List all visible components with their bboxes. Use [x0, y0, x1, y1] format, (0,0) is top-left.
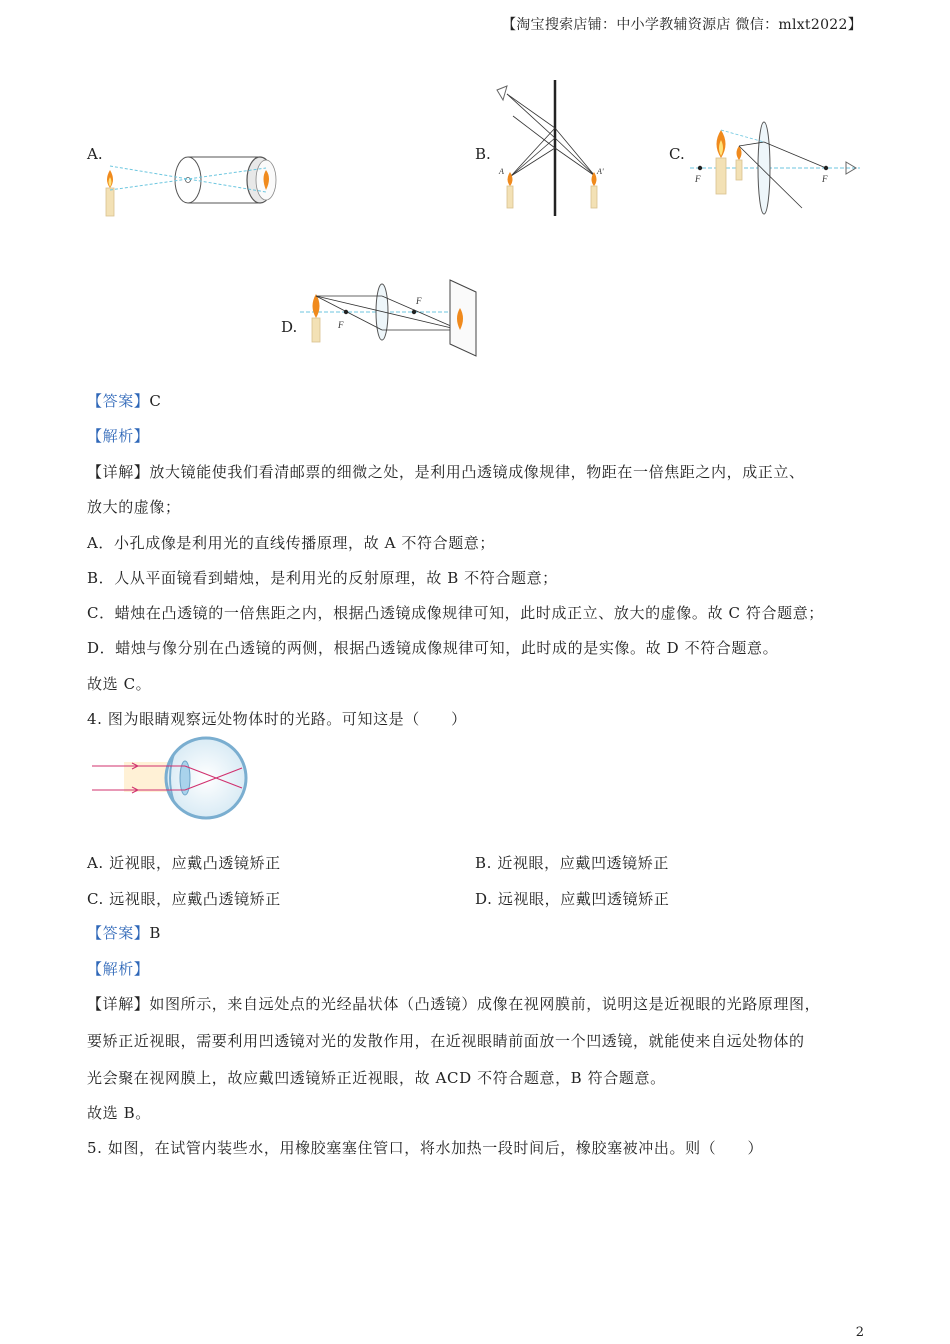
q3-detail-line-2: 放大的虚像；: [87, 498, 181, 516]
option-a-label: A.: [87, 145, 103, 163]
answer-value: B: [149, 924, 162, 942]
option-b-label: B.: [475, 145, 491, 163]
option-d-label: D.: [281, 318, 298, 336]
q3-conclusion: 故选 C。: [87, 675, 152, 693]
q3-answer: [87, 390, 161, 411]
q3-option-d-explanation: D．蜡烛与像分别在凸透镜的两侧，根据凸透镜成像规律可知，此时成的是实像。故 D 不符合题意。: [87, 639, 779, 657]
q4-choice-c: C. 远视眼，应戴凸透镜矫正: [87, 890, 281, 908]
figure-pinhole-camera: [100, 150, 285, 220]
focus-left-label: F: [695, 174, 701, 184]
q3-detail-line-1: [87, 461, 805, 482]
figure-projector: [300, 278, 480, 360]
focus-right-label: F: [822, 174, 828, 184]
detail-text: 放大镜能使我们看清邮票的细微之处，是利用凸透镜成像规律，物距在一倍焦距之内，成正立、: [149, 463, 805, 481]
answer-value: C: [149, 392, 162, 410]
detail-text: 如图所示，来自远处点的光经晶状体（凸透镜）成像在视网膜前，说明这是近视眼的光路原理图，: [149, 995, 821, 1013]
q4-choice-d: D. 远视眼，应戴凹透镜矫正: [475, 890, 670, 908]
q4-detail-line-3: 光会聚在视网膜上，故应戴凹透镜矫正近视眼，故 ACD 不符合题意，B 符合题意。: [87, 1069, 666, 1087]
point-a-label: A: [499, 167, 504, 176]
answer-tag: 【答案】: [87, 392, 150, 410]
q4-detail-line-1: [87, 993, 820, 1014]
q4-choice-a: A. 近视眼，应戴凸透镜矫正: [87, 854, 281, 872]
page-number: 2: [855, 1325, 864, 1340]
focus-left-label: F: [338, 320, 344, 330]
option-c-label: C.: [669, 145, 685, 163]
page-header: 【淘宝搜索店铺：中小学教辅资源店 微信：mlxt2022】: [501, 17, 862, 33]
q4-analysis-tag: 【解析】: [87, 960, 150, 978]
q3-option-b-explanation: B．人从平面镜看到蜡烛，是利用光的反射原理，故 B 不符合题意；: [87, 569, 558, 587]
q5-question: 5. 如图，在试管内装些水，用橡胶塞塞住管口，将水加热一段时间后，橡胶塞被冲出。则（ ）: [87, 1139, 764, 1157]
q4-answer: [87, 922, 161, 943]
q4-conclusion: 故选 B。: [87, 1104, 151, 1122]
point-a-prime-label: A': [597, 167, 604, 176]
detail-tag: 【详解】: [87, 463, 150, 481]
q4-question: 4. 图为眼睛观察远处物体时的光路。可知这是（ ）: [87, 710, 467, 728]
q4-detail-line-2: 要矫正近视眼，需要利用凹透镜对光的发散作用，在近视眼睛前面放一个凹透镜，就能使来自远处物体的: [87, 1032, 805, 1050]
q3-analysis-tag: 【解析】: [87, 427, 150, 445]
detail-tag: 【详解】: [87, 995, 150, 1013]
q3-option-a-explanation: A．小孔成像是利用光的直线传播原理，故 A 不符合题意；: [87, 534, 496, 552]
figure-plane-mirror: [493, 78, 613, 218]
figure-magnifier: [690, 120, 865, 220]
q4-choice-b: B. 近视眼，应戴凹透镜矫正: [475, 854, 669, 872]
q3-option-c-explanation: C．蜡烛在凸透镜的一倍焦距之内，根据凸透镜成像规律可知，此时成正立、放大的虚像。故 C 符合题意；: [87, 604, 824, 622]
answer-tag: 【答案】: [87, 924, 150, 942]
figure-eye-diagram: [88, 738, 253, 820]
focus-right-label: F: [416, 296, 422, 306]
